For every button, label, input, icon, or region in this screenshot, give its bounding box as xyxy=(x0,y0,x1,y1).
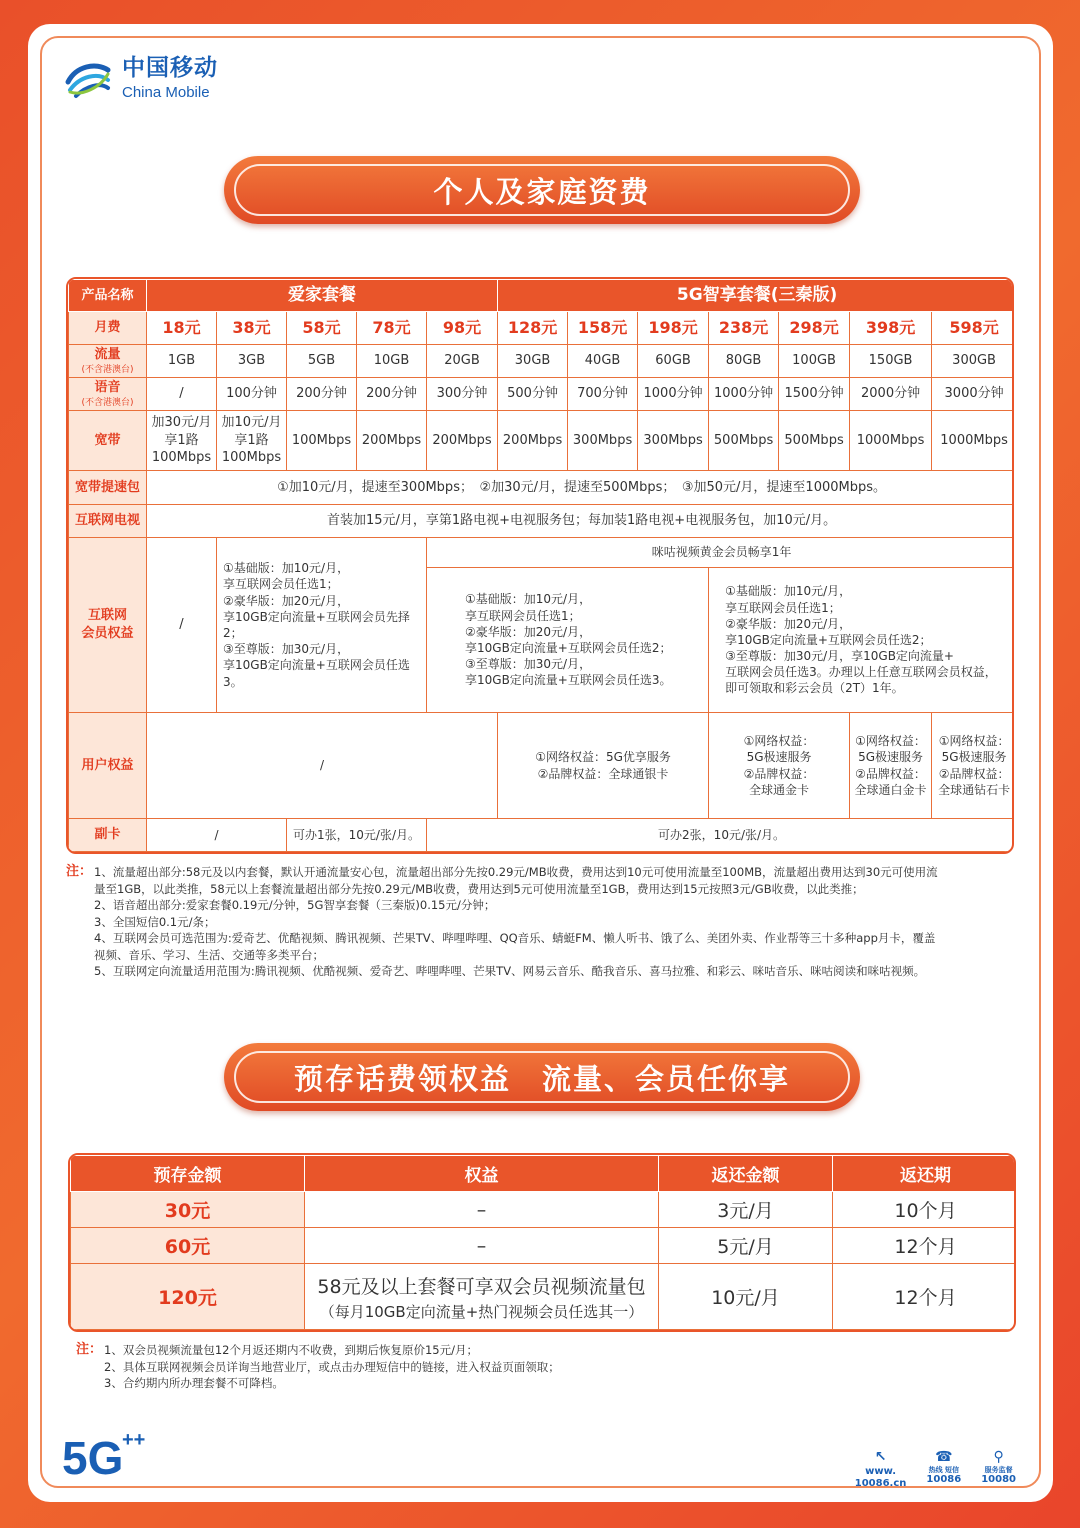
fee-cell: 38元 xyxy=(217,312,287,345)
member-none: / xyxy=(147,538,217,713)
plans-header-row xyxy=(69,280,1015,312)
fee-cell: 158元 xyxy=(568,312,638,345)
deposit-row xyxy=(71,1228,1017,1264)
note-line: 3、全国短信0.1元/条； xyxy=(94,914,216,929)
note-line: 量至1GB，以此类推，58元以上套餐流量超出部分先按0.29元/MB收费，费用达到5元可使用流量至1GB，费用达到15元按照3元/GB收费，以此类推； xyxy=(94,881,864,896)
bb-cell: 加30元/月 享1路 100Mbps xyxy=(147,411,217,471)
sub-a: 可办1张，10元/张/月。 xyxy=(287,819,427,852)
voice-cell: 2000分钟 xyxy=(850,378,932,411)
data-cell: 150GB xyxy=(850,345,932,378)
deposit-period: 12个月 xyxy=(833,1264,1017,1330)
fee-cell: 198元 xyxy=(638,312,709,345)
section2-banner xyxy=(224,1043,860,1111)
row-label: 语音 (不含港澳台) xyxy=(69,378,147,411)
deposit-amount: 60元 xyxy=(71,1228,305,1264)
note-line: 1、双会员视频流量包12个月返还期内不收费，到期后恢复原价15元/月； xyxy=(104,1343,478,1357)
data-cell: 20GB xyxy=(427,345,498,378)
row-label: 流量 (不含港澳台) xyxy=(69,345,147,378)
group-aijia: 爱家套餐 xyxy=(147,280,498,312)
row-voice xyxy=(69,378,1015,411)
note-line: 3、合约期内所办理套餐不可降档。 xyxy=(104,1376,284,1390)
fee-cell: 398元 xyxy=(850,312,932,345)
row-label: 互联网电视 xyxy=(69,505,147,538)
5g-plus-badge xyxy=(62,1426,154,1486)
col-header: 返还期 xyxy=(833,1156,1017,1192)
section2-title: 预存话费领权益 流量、会员任你享 xyxy=(293,1061,790,1096)
fee-cell: 128元 xyxy=(498,312,568,345)
user-5g-b: ①网络权益： 5G极速服务 ②品牌权益： 全球通金卡 xyxy=(709,713,850,819)
deposit-benefit: – xyxy=(305,1228,659,1264)
deposit-benefit: 58元及以上套餐可享双会员视频流量包 （每月10GB定向流量+热门视频会员任选其一） xyxy=(305,1264,659,1330)
row-iptv xyxy=(69,505,1015,538)
data-cell: 60GB xyxy=(638,345,709,378)
hotline-icon: ☎ xyxy=(935,1449,953,1465)
fee-cell: 238元 xyxy=(709,312,779,345)
row-label: 互联网 会员权益 xyxy=(69,538,147,713)
data-cell: 30GB xyxy=(498,345,568,378)
row-label: 月费 xyxy=(69,312,147,345)
row-broadband xyxy=(69,411,1015,471)
svg-text:++: ++ xyxy=(122,1429,146,1451)
voice-cell: / xyxy=(147,378,217,411)
voice-cell: 1000分钟 xyxy=(638,378,709,411)
deposit-refund: 5元/月 xyxy=(659,1228,833,1264)
supervision-icon: ⚲ xyxy=(993,1449,1004,1465)
bb-cell: 1000Mbps xyxy=(850,411,932,471)
data-cell: 1GB xyxy=(147,345,217,378)
data-cell: 300GB xyxy=(932,345,1014,378)
deposit-refund: 10元/月 xyxy=(659,1264,833,1330)
deposit-row xyxy=(71,1264,1017,1330)
member-5g-a: ①基础版：加10元/月， 享互联网会员任选1； ②豪华版：加20元/月， 享10GB定向流量+互联网会员任选2； ③至尊版：加30元/月， 享10GB定向流量+互联网会员任选3。 xyxy=(427,568,709,713)
fee-cell: 18元 xyxy=(147,312,217,345)
data-cell: 5GB xyxy=(287,345,357,378)
bb-cell: 300Mbps xyxy=(568,411,638,471)
member-5g-b: ①基础版：加10元/月， 享互联网会员任选1； ②豪华版：加20元/月， 享10GB定向流量+互联网会员任选2； ③至尊版：加30元/月，享10GB定向流量+ 互联网会员任选3。办理以上任意互联网会员权益， 即可领取和彩云会员（2T）1年。 xyxy=(709,568,1014,713)
voice-cell: 1500分钟 xyxy=(779,378,850,411)
bb-cell: 300Mbps xyxy=(638,411,709,471)
footer-link-hotline[interactable]: ☎ 热线 短信 10086 xyxy=(926,1449,962,1486)
voice-cell: 100分钟 xyxy=(217,378,287,411)
row-user xyxy=(69,713,1015,819)
group-5g: 5G智享套餐(三秦版) xyxy=(498,280,1014,312)
member-migu: 咪咕视频黄金会员畅享1年 xyxy=(427,538,1015,568)
data-cell: 40GB xyxy=(568,345,638,378)
bb-cell: 200Mbps xyxy=(498,411,568,471)
bb-cell: 加10元/月 享1路 100Mbps xyxy=(217,411,287,471)
row-member-top xyxy=(69,538,1015,568)
bb-cell: 100Mbps xyxy=(287,411,357,471)
bb-cell: 500Mbps xyxy=(779,411,850,471)
row-subcard xyxy=(69,819,1015,852)
brand-name-cn: 中国移动 xyxy=(122,54,218,81)
voice-cell: 1000分钟 xyxy=(709,378,779,411)
footer-link-web[interactable]: ↖ www. 10086.cn xyxy=(854,1449,907,1489)
user-5g-a: ①网络权益：5G优享服务 ②品牌权益：全球通银卡 xyxy=(498,713,709,819)
fee-cell: 98元 xyxy=(427,312,498,345)
data-cell: 10GB xyxy=(357,345,427,378)
plans-table xyxy=(66,277,1014,854)
user-5g-c: ①网络权益： 5G极速服务 ②品牌权益： 全球通白金卡 xyxy=(850,713,932,819)
fee-cell: 298元 xyxy=(779,312,850,345)
5g-logo-icon xyxy=(62,1426,154,1482)
deposit-table xyxy=(68,1153,1016,1332)
sub-none: / xyxy=(147,819,287,852)
row-label: 副卡 xyxy=(69,819,147,852)
iptv-text: 首装加15元/月，享第1路电视+电视服务包；每加装1路电视+电视服务包，加10元/月。 xyxy=(147,505,1015,538)
voice-cell: 300分钟 xyxy=(427,378,498,411)
member-aijia: ①基础版：加10元/月， 享互联网会员任选1； ②豪华版：加20元/月， 享10GB定向流量+互联网会员先择2； ③至尊版：加30元/月， 享10GB定向流量+互联网会员任选3。 xyxy=(217,538,427,713)
bb-cell: 1000Mbps xyxy=(932,411,1014,471)
www-icon: ↖ xyxy=(874,1449,887,1465)
section1-banner xyxy=(224,156,860,224)
section1-title: 个人及家庭资费 xyxy=(433,174,651,209)
bb-cell: 500Mbps xyxy=(709,411,779,471)
deposit-amount: 120元 xyxy=(71,1264,305,1330)
notes-label: 注： xyxy=(66,864,93,879)
col-header: 权益 xyxy=(305,1156,659,1192)
deposit-refund: 3元/月 xyxy=(659,1192,833,1228)
row-label: 宽带 xyxy=(69,411,147,471)
brand-name-en: China Mobile xyxy=(122,83,210,101)
fee-cell: 78元 xyxy=(357,312,427,345)
notes-section2 xyxy=(76,1342,976,1392)
bb-cell: 200Mbps xyxy=(427,411,498,471)
sub-b: 可办2张，10元/张/月。 xyxy=(427,819,1015,852)
svg-text:5G: 5G xyxy=(62,1432,124,1482)
user-5g-d: ①网络权益： 5G极速服务 ②品牌权益： 全球通钻石卡 xyxy=(932,713,1014,819)
brand-logo xyxy=(62,52,218,104)
row-label: 用户权益 xyxy=(69,713,147,819)
speedup-text: ①加10元/月，提速至300Mbps； ②加30元/月，提速至500Mbps； ③加50元/月，提速至1000Mbps。 xyxy=(147,471,1015,505)
row-speedup xyxy=(69,471,1015,505)
voice-cell: 200分钟 xyxy=(287,378,357,411)
user-none: / xyxy=(147,713,498,819)
row-fee xyxy=(69,312,1015,345)
voice-cell: 500分钟 xyxy=(498,378,568,411)
deposit-benefit-sub: （每月10GB定向流量+热门视频会员任选其一） xyxy=(319,1302,644,1321)
deposit-amount: 30元 xyxy=(71,1192,305,1228)
deposit-benefit: – xyxy=(305,1192,659,1228)
deposit-period: 10个月 xyxy=(833,1192,1017,1228)
bb-cell: 200Mbps xyxy=(357,411,427,471)
china-mobile-logo-icon xyxy=(62,52,114,104)
note-line: 视频、音乐、学习、生活、交通等多类平台； xyxy=(94,947,324,962)
col-header: 预存金额 xyxy=(71,1156,305,1192)
notes-section1 xyxy=(66,864,1016,980)
deposit-header-row xyxy=(71,1156,1017,1192)
fee-cell: 598元 xyxy=(932,312,1014,345)
data-cell: 3GB xyxy=(217,345,287,378)
voice-cell: 3000分钟 xyxy=(932,378,1014,411)
footer-contact xyxy=(855,1449,1016,1490)
data-cell: 80GB xyxy=(709,345,779,378)
row-data xyxy=(69,345,1015,378)
data-cell: 100GB xyxy=(779,345,850,378)
voice-cell: 700分钟 xyxy=(568,378,638,411)
note-line: 1、流量超出部分:58元及以内套餐，默认开通流量安心包，流量超出部分先按0.29元/MB收费，费用达到10元可使用流量至100MB，流量超出费用达到30元可使用流 xyxy=(94,865,938,879)
note-line: 5、互联网定向流量适用范围为:腾讯视频、优酷视频、爱奇艺、哔哩哔哩、芒果TV、网易云音乐、酷我音乐、喜马拉雅、和彩云、咪咕音乐、咪咕阅读和咪咕视频。 xyxy=(94,964,926,978)
note-line: 2、语音超出部分:爱家套餐0.19元/分钟，5G智享套餐（三秦版)0.15元/分钟； xyxy=(94,898,496,912)
footer-link-supervision[interactable]: ⚲ 服务监督 10080 xyxy=(981,1449,1016,1486)
note-line: 2、具体互联网视频会员详询当地营业厅，或点击办理短信中的链接，进入权益页面领取； xyxy=(104,1359,560,1374)
fee-cell: 58元 xyxy=(287,312,357,345)
notes-label: 注： xyxy=(76,1342,103,1357)
deposit-period: 12个月 xyxy=(833,1228,1017,1264)
deposit-row xyxy=(71,1192,1017,1228)
col-header: 返还金额 xyxy=(659,1156,833,1192)
col-product-name: 产品名称 xyxy=(69,280,147,312)
row-label: 宽带提速包 xyxy=(69,471,147,505)
note-line: 4、互联网会员可选范围为:爱奇艺、优酷视频、腾讯视频、芒果TV、哔哩哔哩、QQ音乐、蜻蜓FM、懒人听书、饿了么、美团外卖、作业帮等三十多种app月卡，覆盖 xyxy=(94,931,936,945)
voice-cell: 200分钟 xyxy=(357,378,427,411)
